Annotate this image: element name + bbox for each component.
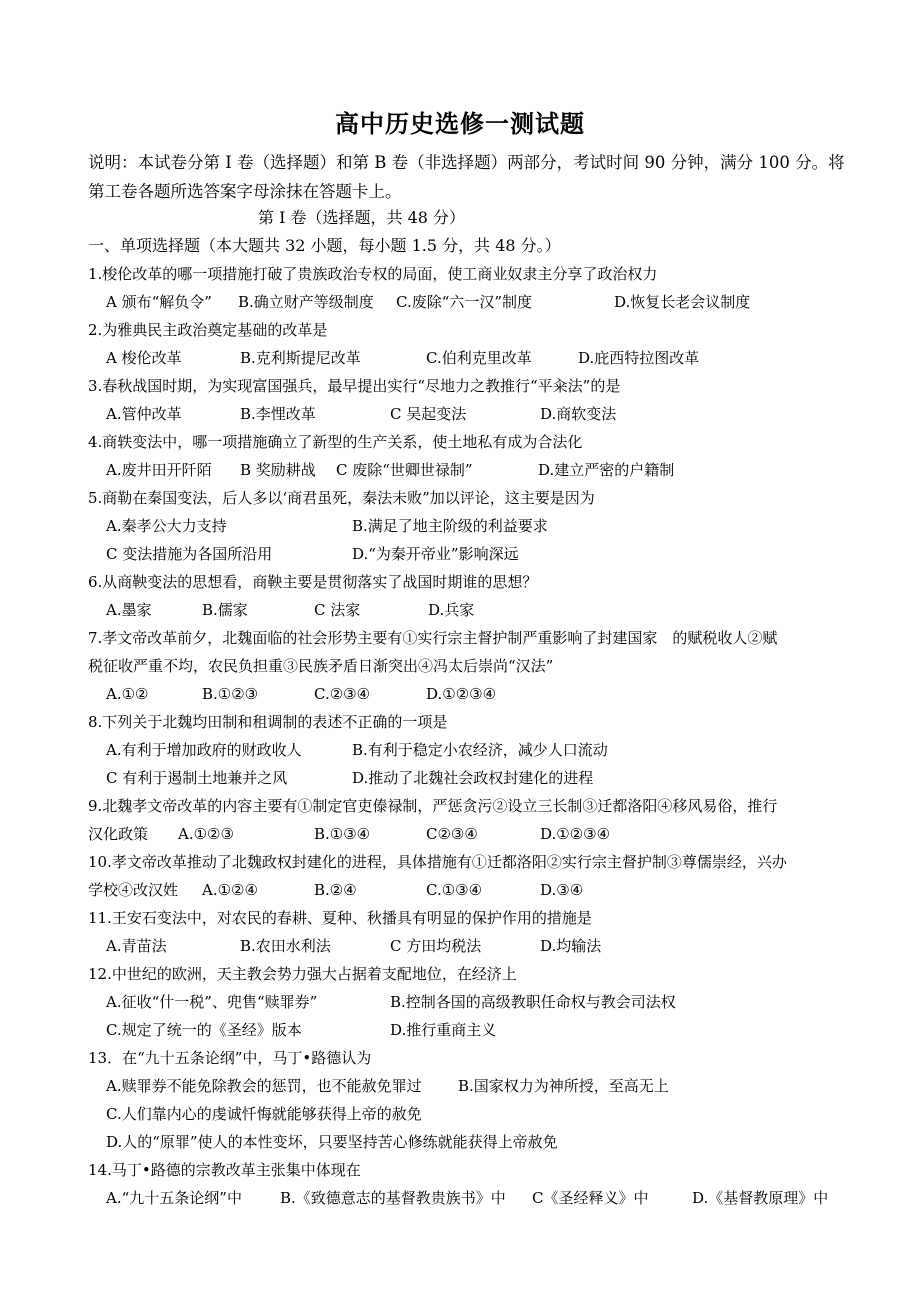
option-b: B.②④ [314,881,357,899]
option-b: B.①③④ [314,825,371,843]
question-5-options-row-2 [106,540,846,568]
option-b: B.①②③ [202,685,259,703]
option-b: B 奖励耕战 [240,461,316,479]
question-2-options [106,344,846,372]
option-b: B.李悝改革 [240,405,316,423]
option-d: D.《基督教原理》中 [692,1189,829,1207]
option-a: A.①② [106,685,149,703]
question-7-options [106,680,846,708]
option-c: C 有利于遏制土地兼并之风 [106,769,288,787]
option-c: C②③④ [426,825,478,843]
option-a: A.①②④ [202,881,258,899]
question-12-options-row-2 [106,1016,846,1044]
question-10-stem-line-1: 10.孝文帝改革推动了北魏政权封建化的进程，具体措施有①迁都洛阳②实行宗主督护制③尊儒崇经，兴办 [88,853,787,871]
option-a: A.有利于增加政府的财政收人 [106,741,302,759]
option-d: D.庇西特拉图改革 [578,349,700,367]
option-c: C 法家 [314,601,361,619]
question-13-options [106,1072,846,1100]
option-d: D.恢复长老会议制度 [614,293,751,311]
option-c: C 废除“世卿世禄制” [336,461,473,479]
option-b: B.国家权力为神所授，至高无上 [458,1077,669,1095]
option-b: B.儒家 [202,601,248,619]
option-d: D.均输法 [540,937,602,955]
question-7-stem-line-2: 税征收严重不均，农民负担重③民族矛盾日渐突出④冯太后崇尚“汉法” [88,657,554,675]
option-a: A 梭伦改革 [106,349,182,367]
question-12-stem: 12.中世纪的欧洲，天主教会势力强大占据着支配地位，在经济上 [88,965,517,983]
question-5-stem: 5.商勒在秦国变法，后人多以‘商君虽死，秦法未败”加以评论，这主要是因为 [88,489,595,507]
question-3-options [106,400,846,428]
question-13-options-row-3 [106,1128,846,1156]
option-d: D.“为秦开帝业”影响深远 [352,545,519,563]
question-7-stem-line-1: 7.孝文帝改革前夕，北魏面临的社会形势主要有①实行宗主督护制严重影响了封建国家 的赋税收人②赋 [88,629,778,647]
question-5-options [106,512,846,540]
exam-instructions: 说明：本试卷分第 I 卷（选择题）和第 B 卷（非选择题）两部分，考试时间 90 分钟，满分 100 分。将第工卷各题所选答案字母涂抹在答题卡上。 [88,153,845,201]
question-8-options-row-2 [106,764,846,792]
option-b: B.有利于稳定小农经济，减少人口流动 [352,741,608,759]
option-a: A.赎罪券不能免除教会的惩罚，也不能赦免罪过 [106,1077,422,1095]
option-a: A.青苗法 [106,937,167,955]
option-a: A.废井田开阡陌 [106,461,212,479]
option-b: B.控制各国的高级教职任命权与教会司法权 [390,993,676,1011]
question-4-stem: 4.商轶变法中，哪一项措施确立了新型的生产关系，使土地私有成为合法化 [88,433,583,451]
question-4-options [106,456,846,484]
option-d: D.推行重商主义 [390,1021,497,1039]
option-a: A.墨家 [106,601,152,619]
section-heading: 一、单项选择题（本大题共 32 小题，每小题 1.5 分，共 48 分。） [88,236,561,255]
option-c: C 方田均税法 [390,937,482,955]
option-d: D.建立严密的户籍制 [538,461,675,479]
question-14-options [106,1184,846,1212]
option-a: A.秦孝公大力支持 [106,517,227,535]
option-b: B.农田水利法 [240,937,331,955]
question-12-options [106,988,846,1016]
option-b: B.克利斯提尼改革 [240,349,361,367]
question-6-options [106,596,846,624]
option-a: A.管仲改革 [106,405,182,423]
option-b: B.满足了地主阶级的利益要求 [352,517,548,535]
volume-heading: 第 I 卷（选择题，共 48 分） [258,208,466,227]
option-c: C.伯利克里改革 [426,349,532,367]
option-a: A.①②③ [178,825,234,843]
option-c: C 变法措施为各国所沿用 [106,545,273,563]
question-9-stem-line-1: 9.北魏孝文帝改革的内容主要有①制定官吏傣禄制，严惩贪污②设立三长制③迁都洛阳④移风易俗，推行 [88,797,778,815]
question-1-stem: 1.梭伦改革的哪一项措施打破了贵族政治专权的局面，使工商业奴隶主分享了政治权力 [88,265,658,283]
question-6-stem: 6.从商鞅变法的思想看，商鞅主要是贯彻落实了战国时期谁的思想？ [88,573,538,591]
option-d: D.兵家 [428,601,475,619]
option-d: D.①②③④ [426,685,497,703]
question-3-stem: 3.春秋战国时期，为实现富国强兵，最早提出实行“尽地力之教推行“平籴法”的是 [88,377,621,395]
option-d: D.人的“原罪”使人的本性变坏，只要坚持苦心修练就能获得上帝赦免 [106,1133,558,1151]
question-8-options [106,736,846,764]
question-9-options [88,820,828,848]
option-a: A 颁布“解负令” [106,293,212,311]
option-b: B.《致德意志的基督教贵族书》中 [280,1189,506,1207]
question-14-stem: 14.马丁•路德的宗教改革主张集中体现在 [88,1161,361,1179]
question-8-stem: 8.下列关于北魏均田制和租调制的表述不正确的一项是 [88,713,448,731]
option-a: A.征收“什一税”、兜售“赎罪券” [106,993,318,1011]
option-d: D.推动了北魏社会政权封建化的进程 [352,769,594,787]
question-2-stem: 2.为雅典民主政治奠定基础的改革是 [88,321,328,339]
option-d: D.商软变法 [540,405,617,423]
option-c: C 吴起变法 [390,405,467,423]
question-9-stem-line-2: 汉化政策 [88,825,149,843]
option-c: C.规定了统一的《圣经》版本 [106,1021,302,1039]
option-c: C《圣经释义》中 [532,1189,649,1207]
option-d: D.③④ [540,881,584,899]
question-11-options [106,932,846,960]
option-b: B.确立财产等级制度 [238,293,374,311]
page-title: 高中历史选修一测试题 [335,109,585,138]
option-c: C.废除“六一汉”制度 [396,293,533,311]
question-1-options [106,288,846,316]
option-c: C.②③④ [314,685,371,703]
question-11-stem: 11.王安石变法中，对农民的春耕、夏种、秋播具有明显的保护作用的措施是 [88,909,592,927]
question-10-stem-line-2: 学校④改汉姓 [88,881,179,899]
question-10-options [88,876,828,904]
option-c: C.①③④ [426,881,483,899]
question-13-stem: 13．在“九十五条论纲”中，马丁•路德认为 [88,1049,372,1067]
option-a: A.“九十五条论纲”中 [106,1189,242,1207]
question-13-options-row-2 [106,1100,846,1128]
option-c: C.人们靠内心的虔诚忏悔就能够获得上帝的赦免 [106,1105,422,1123]
option-d: D.①②③④ [540,825,611,843]
